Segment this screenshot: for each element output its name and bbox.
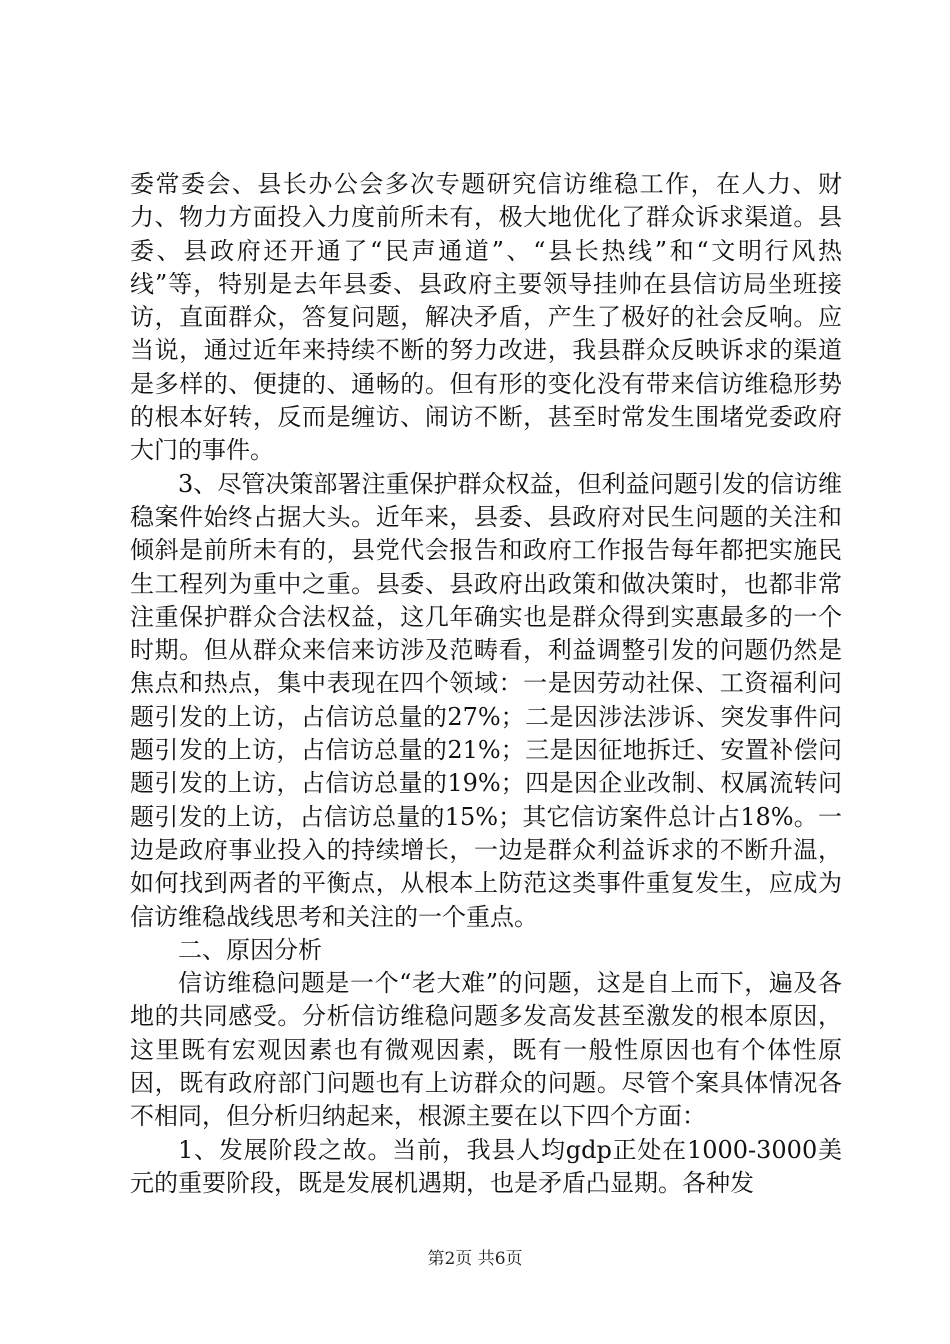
page-number-footer: 第2页 共6页 bbox=[427, 1249, 523, 1269]
paragraph-point-1: 1、发展阶段之故。当前，我县人均gdp正处在1000-3000美元的重要阶段，既是发展机遇期，也是矛盾凸显期。各种发 bbox=[130, 1135, 842, 1197]
section-heading-cause-analysis: 二、原因分析 bbox=[178, 935, 322, 964]
paragraph-cause-intro: 信访维稳问题是一个“老大难”的问题，这是自上而下，遍及各地的共同感受。分析信访维稳问题多发高发甚至激发的根本原因，这里既有宏观因素也有微观因素，既有一般性原因也有个体性原因，既有政府部门问题也有上访群众的问题。尽管个案具体情况各不相同，但分析归纳起来，根源主要在以下四个方面： bbox=[130, 969, 842, 1131]
paragraph-continuation: 委常委会、县长办公会多次专题研究信访维稳工作，在人力、财力、物力方面投入力度前所未有，极大地优化了群众诉求渠道。县委、县政府还开通了“民声通道”、“县长热线”和“文明行风热线”等，特别是去年县委、县政府主要领导挂帅在县信访局坐班接访，直面群众，答复问题，解决矛盾，产生了极好的社会反响。应当说，通过近年来持续不断的努力改进，我县群众反映诉求的渠道是多样的、便捷的、通畅的。但有形的变化没有带来信访维稳形势的根本好转，反而是缠访、闹访不断，甚至时常发生围堵党委政府大门的事件。 bbox=[130, 170, 842, 465]
paragraph-point-3: 3、尽管决策部署注重保护群众权益，但利益问题引发的信访维稳案件始终占据大头。近年来，县委、县政府对民生问题的关注和倾斜是前所未有的，县党代会报告和政府工作报告每年都把实施民生工程列为重中之重。县委、县政府出政策和做决策时，也都非常注重保护群众合法权益，这几年确实也是群众得到实惠最多的一个时期。但从群众来信来访涉及范畴看，利益调整引发的问题仍然是焦点和热点，集中表现在四个领域：一是因劳动社保、工资福利问题引发的上访，占信访总量的27%；二是因涉法涉诉、突发事件问题引发的上访，占信访总量的21%；三是因征地拆迁、安置补偿问题引发的上访，占信访总量的19%；四是因企业改制、权属流转问题引发的上访，占信访总量的15%；其它信访案件总计占18%。一边是政府事业投入的持续增长，一边是群众利益诉求的不断升温，如何找到两者的平衡点，从根本上防范这类事件重复发生，应成为信访维稳战线思考和关注的一个重点。 bbox=[130, 469, 842, 931]
document-body bbox=[130, 168, 842, 1200]
